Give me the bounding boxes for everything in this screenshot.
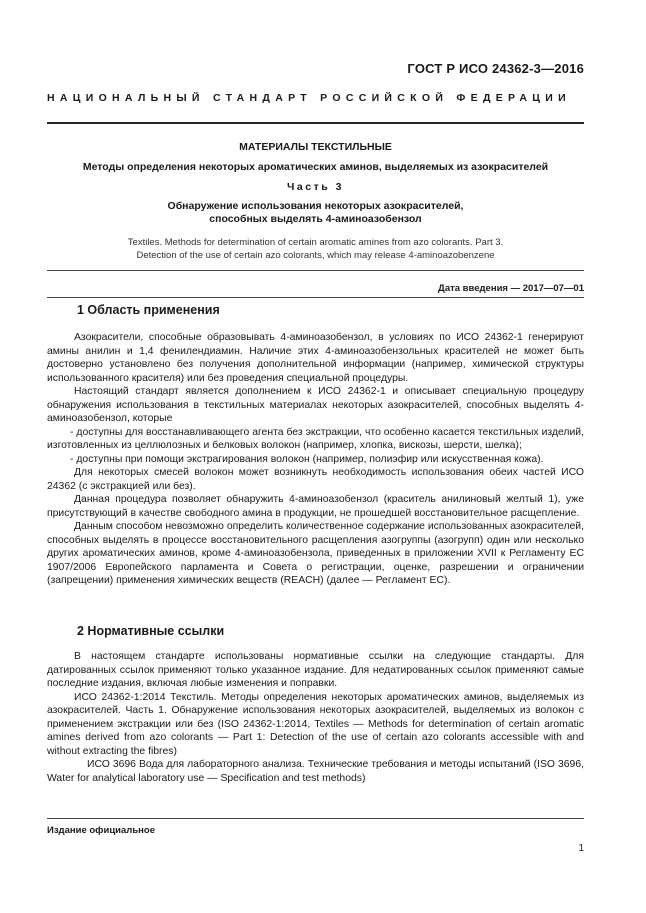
section1-paragraph: Для некоторых смесей волокон может возникнуть необходимость использования обеих частей ИСО 24362 (с экстракцией или без). — [47, 467, 584, 492]
title-main: МАТЕРИАЛЫ ТЕКСТИЛЬНЫЕ — [239, 141, 392, 153]
title-english — [47, 237, 584, 262]
section1-paragraph: Данным способом невозможно определить количественное содержание использованных азокрасителей, способных выделять в процессе восстановительного расщепления азогруппы (азогрупп) один или несколько других ароматических аминов, кроме 4-аминоазобензола, приведенных в приложении XVII к Регламенту ЕС 1907/2006 Европейского парламента и Совета о регистрации, оценке, разрешении и ограничении (запрещении) применения химических веществ (REACH) (далее — Регламент ЕС). — [47, 521, 584, 586]
date-divider — [47, 297, 584, 298]
header-divider — [47, 122, 584, 124]
section2-paragraph: ИСО 3696 Вода для лабораторного анализа. Технические требования и методы испытаний (ISO 3696, Water for analytical laboratory use — Specification and test methods) — [47, 759, 584, 784]
title-divider — [47, 270, 584, 271]
official-edition-label: Издание официальное — [47, 825, 155, 836]
section2-heading: 2 Нормативные ссылки — [77, 624, 225, 638]
title-detail-line1: Обнаружение использования некоторых азокрасителей, — [167, 200, 464, 212]
page-number: 1 — [578, 843, 584, 854]
section1-heading: 1 Область применения — [77, 303, 220, 317]
document-code: ГОСТ Р ИСО 24362-3—2016 — [407, 61, 584, 76]
section2-paragraph: В настоящем стандарте использованы нормативные ссылки на следующие стандарты. Для датированных ссылок применяют только указанное издание. Для недатированных ссылок применяют самые последние издания, включая любые изменения и поправки. — [47, 651, 584, 689]
section1-body — [47, 331, 584, 588]
title-part: Часть 3 — [287, 181, 344, 193]
section2-paragraph: ИСО 24362-1:2014 Текстиль. Методы определения некоторых ароматических аминов, выделяемых из азокрасителей. Часть 1. Обнаружение использования некоторых азокрасителей, выделяемых из волокон с применением экстракции или без (ISO 24362-1:2014, Textiles — Methods for determination of certain aromatic amines derived from azo colorants — Part 1: Detection of the use of certain azo colorants accessible with and without extracting the fibres) — [47, 691, 584, 757]
title-detail — [47, 200, 584, 226]
section1-list-item: - доступны при помощи экстрагирования волокон (например, полиэфир или искусственная кожа). — [70, 453, 544, 465]
title-english-line2: Detection of the use of certain azo colorants, which may release 4-aminoazobenzene — [136, 249, 495, 261]
title-subtitle: Методы определения некоторых ароматических аминов, выделяемых из азокрасителей — [82, 161, 549, 173]
section2-body — [47, 650, 584, 785]
section1-paragraph: Данная процедура позволяет обнаружить 4-аминоазобензол (краситель анилиновый желтый 1), уже присутствующий в качестве свободного амина в продукции, не прошедшей восстановительное расщепление. — [47, 494, 584, 519]
introduction-date: Дата введения — 2017—07—01 — [438, 283, 584, 294]
section1-paragraph: Азокрасители, способные образовывать 4-аминоазобензол, в условиях по ИСО 24362-1 генерируют амины анилин и 1,4 фенилендиамин. Наличие этих 4-аминоазобензольных красителей не может быть достоверно установлено без получения дополнительной информации (например, химической структуры использованного красителя) или без проведения специальной процедуры. — [47, 332, 584, 384]
title-english-line1: Textiles. Methods for determination of certain aromatic amines from azo colorants. Part 3. — [127, 237, 504, 248]
section1-paragraph: Настоящий стандарт является дополнением к ИСО 24362-1 и описывает специальную процедуру обнаружения использования в текстильных материалах некоторых азокрасителей, способных выделять 4-аминоазобензол, которые — [47, 386, 584, 424]
footer-divider — [47, 818, 584, 819]
title-detail-line2: способных выделять 4-аминоазобензол — [209, 213, 422, 225]
national-standard-banner: НАЦИОНАЛЬНЫЙ СТАНДАРТ РОССИЙСКОЙ ФЕДЕРАЦИИ — [47, 92, 571, 104]
section1-list-item: - доступны для восстанавливающего агента без экстракции, что особенно касается текстильных изделий, изготовленных из целлюлозных и белковых волокон (например, хлопка, вискозы, шерсти, шелка); — [47, 426, 584, 451]
